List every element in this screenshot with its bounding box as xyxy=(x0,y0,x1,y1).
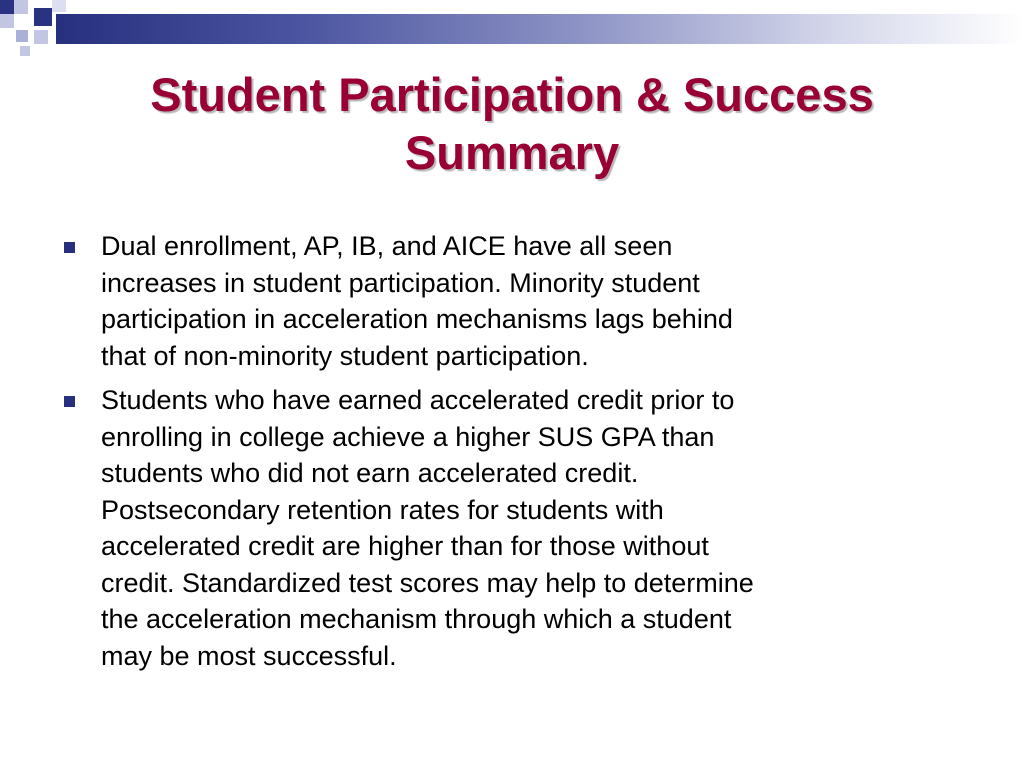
bullet-text-line: accelerated credit are higher than for those without xyxy=(101,531,709,561)
slide-title-line1: Student Participation & Success xyxy=(150,68,874,121)
decorative-square xyxy=(52,0,66,12)
bullet-item-1 xyxy=(62,228,962,374)
decorative-square xyxy=(14,0,28,14)
bullet-text-line: Postsecondary retention rates for students with xyxy=(101,494,664,525)
decorative-square xyxy=(34,30,48,44)
decorative-square xyxy=(16,30,28,42)
square-bullet-icon xyxy=(64,242,75,253)
bullet-item-2 xyxy=(62,382,962,674)
decorative-square xyxy=(34,8,52,26)
bullet-text-line: credit. Standardized test scores may help to determine xyxy=(101,567,754,598)
bullet-text-line: enrolling in college achieve a higher SUS GPA than xyxy=(101,421,715,452)
decorative-square xyxy=(20,46,30,56)
bullet-text-line: students who did not earn accelerated credit. xyxy=(101,458,639,488)
slide-title-line2: Summary xyxy=(404,126,620,179)
slide-title xyxy=(40,66,984,182)
bullet-text-line: Students who have earned accelerated credit prior to xyxy=(101,385,735,415)
bullet-text-line: increases in student participation. Minority student xyxy=(101,267,700,298)
square-bullet-icon xyxy=(64,396,75,407)
bullet-text-line: participation in acceleration mechanisms lags behind xyxy=(101,304,733,334)
header-gradient-bar xyxy=(56,14,1024,44)
bullet-text-line: may be most successful. xyxy=(101,640,397,671)
decorative-square xyxy=(0,0,14,14)
bullet-text-line: that of non-minority student participation. xyxy=(101,340,589,371)
bullet-text-line: Dual enrollment, AP, IB, and AICE have all seen xyxy=(101,231,673,261)
bullet-list xyxy=(62,228,962,682)
decorative-square xyxy=(0,14,14,28)
bullet-text-line: the acceleration mechanism through which a student xyxy=(101,604,732,634)
